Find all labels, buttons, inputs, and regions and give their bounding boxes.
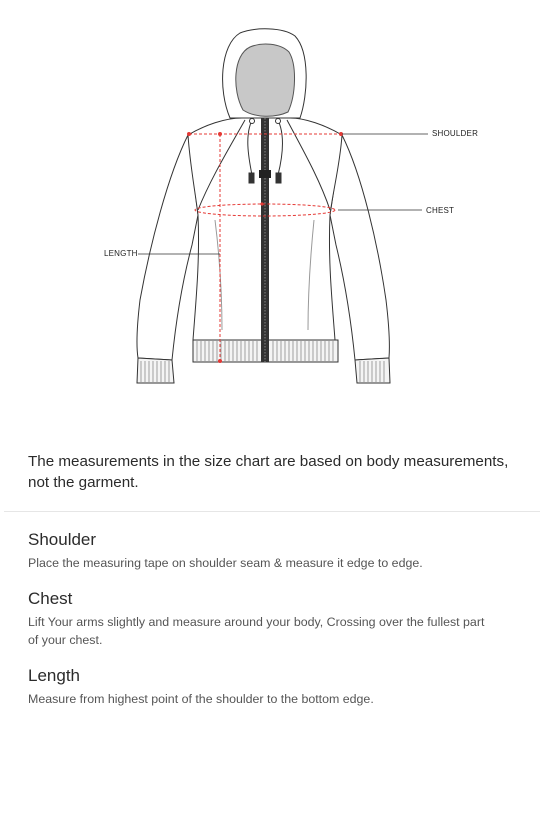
length-description: Measure from highest point of the shoulder to the bottom edge. — [28, 692, 374, 706]
shoulder-heading: Shoulder — [28, 530, 97, 549]
length-section — [28, 665, 498, 708]
chest-description: Lift Your arms slightly and measure around your body, Crossing over the fullest part of your chest. — [28, 615, 485, 647]
hood-opening — [236, 44, 295, 116]
left-cuff — [137, 358, 174, 383]
left-sleeve — [137, 135, 198, 360]
chest-section — [28, 588, 498, 649]
measurement-note: The measurements in the size chart are based on body measurements, not the garment. — [28, 453, 509, 491]
length-heading: Length — [28, 666, 80, 685]
shoulder-description: Place the measuring tape on shoulder seam & measure it edge to edge. — [28, 556, 423, 570]
divider — [4, 511, 540, 512]
chest-heading: Chest — [28, 589, 73, 608]
right-sleeve — [330, 135, 389, 360]
shoulder-callout-label: SHOULDER — [432, 129, 479, 138]
chest-callout-label: CHEST — [426, 206, 455, 215]
shoulder-section — [28, 529, 498, 572]
length-callout-label: LENGTH — [104, 249, 138, 258]
